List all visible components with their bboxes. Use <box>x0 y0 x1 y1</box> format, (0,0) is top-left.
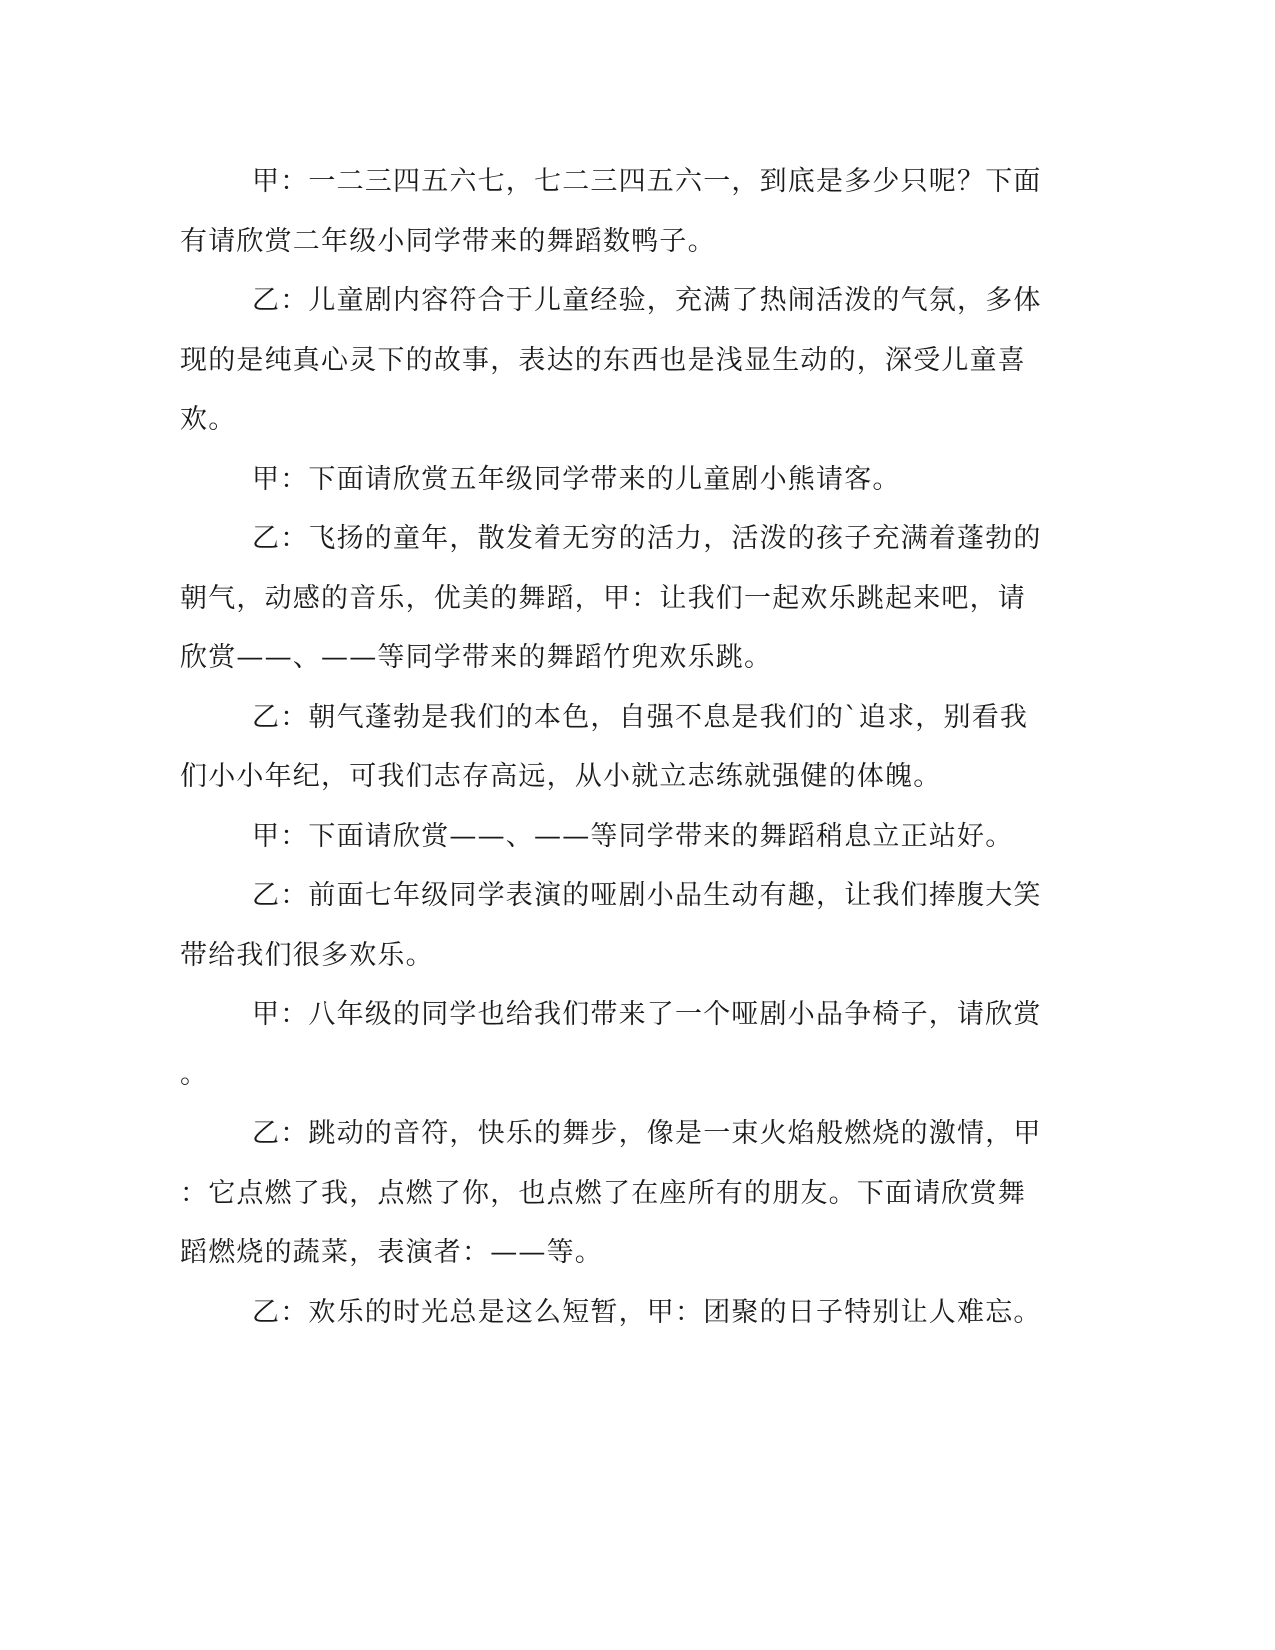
text-line: 欢。 <box>180 404 237 435</box>
text-line: 现的是纯真心灵下的故事，表达的东西也是浅显生动的，深受儿童喜 <box>180 344 1026 376</box>
text-line: 带给我们很多欢乐。 <box>180 939 434 971</box>
paragraph <box>180 1104 1080 1283</box>
paragraph <box>180 807 1080 867</box>
text-line: 乙：前面七年级同学表演的哑剧小品生动有趣，让我们捧腹大笑 <box>252 880 1042 911</box>
text-line: 乙：跳动的音符，快乐的舞步，像是一束火焰般燃烧的激情，甲 <box>252 1118 1042 1149</box>
text-line: ：它点燃了我，点燃了你，也点燃了在座所有的朋友。下面请欣赏舞 <box>180 1177 1026 1209</box>
text-line: 乙：飞扬的童年，散发着无穷的活力，活泼的孩子充满着蓬勃的 <box>252 523 1042 554</box>
text-line: 甲：八年级的同学也给我们带来了一个哑剧小品争椅子，请欣赏 <box>252 999 1042 1030</box>
paragraph <box>180 152 1080 271</box>
text-line: 们小小年纪，可我们志存高远，从小就立志练就强健的体魄。 <box>180 761 942 792</box>
text-line: 。 <box>180 1058 209 1090</box>
text-line: 甲：一二三四五六七，七二三四五六一，到底是多少只呢？下面 <box>252 166 1042 197</box>
paragraph <box>180 985 1080 1104</box>
paragraph <box>180 509 1080 688</box>
text-line: 甲：下面请欣赏五年级同学带来的儿童剧小熊请客。 <box>252 463 901 495</box>
text-line: 欣赏——、——等同学带来的舞蹈竹兜欢乐跳。 <box>180 642 773 673</box>
paragraph <box>180 688 1080 807</box>
text-line: 乙：儿童剧内容符合于儿童经验，充满了热闹活泼的气氛，多体 <box>252 285 1042 316</box>
text-line: 蹈燃烧的蔬菜，表演者：——等。 <box>180 1237 603 1268</box>
paragraph <box>180 450 1080 510</box>
text-line: 乙：朝气蓬勃是我们的本色，自强不息是我们的`追求，别看我 <box>252 701 1029 733</box>
text-line: 朝气，动感的音乐，优美的舞蹈，甲：让我们一起欢乐跳起来吧，请 <box>180 582 1026 614</box>
paragraph <box>180 1283 1080 1343</box>
paragraph <box>180 866 1080 985</box>
text-line: 甲：下面请欣赏——、——等同学带来的舞蹈稍息立正站好。 <box>252 820 1014 852</box>
document-body <box>180 152 1080 1342</box>
paragraph <box>180 271 1080 450</box>
text-line: 乙：欢乐的时光总是这么短暂，甲：团聚的日子特别让人难忘。 <box>252 1296 1042 1328</box>
text-line: 有请欣赏二年级小同学带来的舞蹈数鸭子。 <box>180 225 716 257</box>
